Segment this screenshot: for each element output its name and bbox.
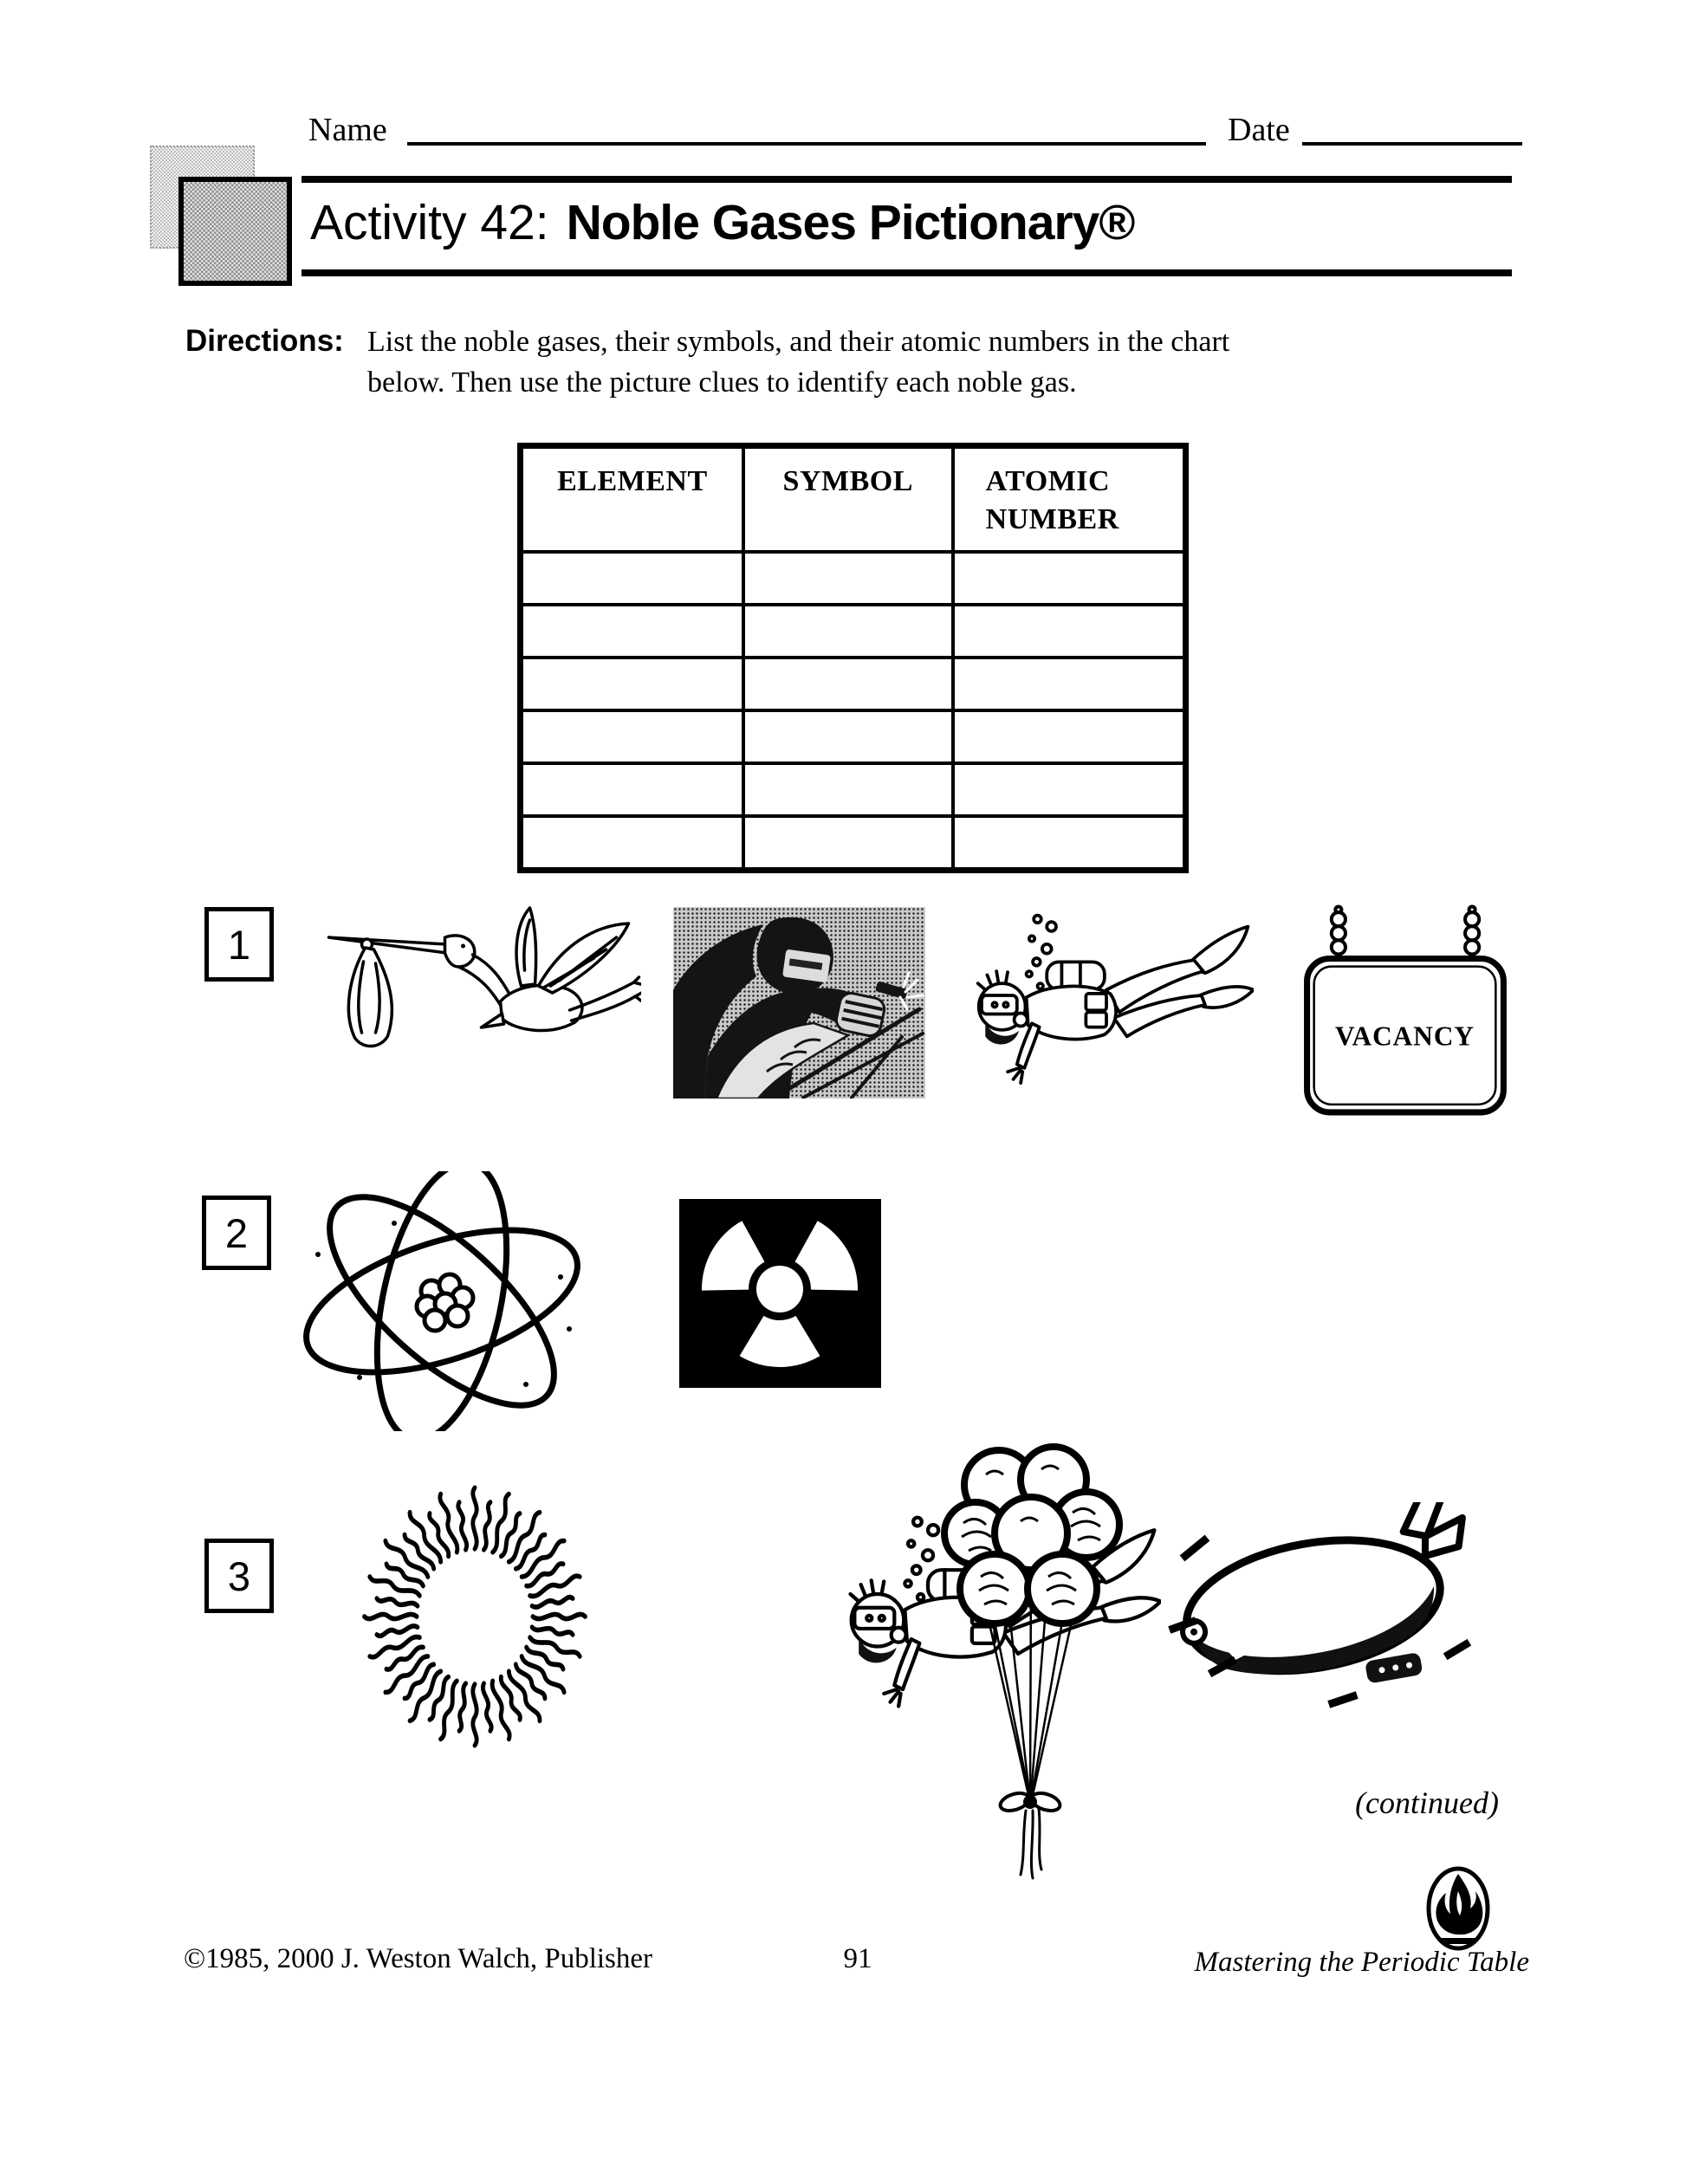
footer-book-title: Mastering the Periodic Table	[1194, 1947, 1529, 1978]
date-fill-line[interactable]	[1302, 113, 1522, 146]
welder-icon	[673, 907, 925, 1098]
name-label: Name	[308, 112, 387, 148]
directions-label: Directions:	[185, 324, 344, 358]
directions-text	[367, 321, 1494, 403]
element-chart	[517, 443, 1189, 873]
name-fill-line[interactable]	[407, 113, 1206, 146]
decorative-squares-icon	[150, 146, 289, 284]
chart-header-element: ELEMENT	[521, 446, 743, 553]
date-label: Date	[1228, 112, 1290, 148]
chart-empty-row	[521, 763, 1186, 816]
chart-cell[interactable]	[521, 605, 743, 658]
chart-cell[interactable]	[743, 658, 953, 710]
directions-line-2: below. Then use the picture clues to identify each noble gas.	[367, 366, 1077, 399]
chart-empty-row	[521, 816, 1186, 871]
chart-cell[interactable]	[743, 763, 953, 816]
chart-cell[interactable]	[953, 658, 1186, 710]
chart-empty-row	[521, 710, 1186, 763]
chart-cell[interactable]	[743, 605, 953, 658]
chart-cell[interactable]	[521, 710, 743, 763]
chart-cell[interactable]	[521, 552, 743, 605]
page-title	[310, 194, 1134, 251]
continued-note: (continued)	[1355, 1785, 1499, 1820]
clue-2-number-box	[202, 1196, 271, 1270]
sun-icon	[302, 1481, 648, 1752]
stork-with-baby-bundle-icon	[314, 901, 641, 1079]
footer-copyright: ©1985, 2000 J. Weston Walch, Publisher	[184, 1943, 653, 1974]
chart-empty-row	[521, 605, 1186, 658]
chart-cell[interactable]	[521, 816, 743, 871]
balloon-bunch-icon	[934, 1431, 1125, 1882]
clue-1-number: 1	[227, 921, 251, 968]
publisher-flame-logo-icon	[1423, 1863, 1493, 1954]
chart-empty-row	[521, 658, 1186, 710]
welder-drawing	[673, 907, 925, 1098]
activity-label: Activity 42:	[310, 195, 549, 250]
front-square	[178, 177, 292, 286]
activity-title: Noble Gases Pictionary®	[566, 195, 1135, 250]
chart-cell[interactable]	[521, 658, 743, 710]
chart-header-atomic-number: ATOMIC NUMBER	[953, 446, 1186, 553]
chart-header-symbol: SYMBOL	[743, 446, 953, 553]
chart-header-row	[521, 446, 1186, 553]
atom-diagram-icon	[264, 1171, 611, 1431]
title-rule-top	[302, 176, 1512, 183]
scuba-diver-icon	[946, 908, 1254, 1094]
chart-cell[interactable]	[743, 816, 953, 871]
title-rule-bottom	[302, 269, 1512, 276]
vacancy-sign-text: VACANCY	[1334, 1021, 1475, 1052]
chart-cell[interactable]	[953, 763, 1186, 816]
vacancy-sign-icon	[1298, 904, 1513, 1119]
clue-2-number: 2	[224, 1209, 249, 1256]
chart-cell[interactable]	[743, 710, 953, 763]
chart-cell[interactable]	[743, 552, 953, 605]
blimp-icon	[1163, 1502, 1479, 1727]
chart-cell[interactable]	[953, 710, 1186, 763]
chart-cell[interactable]	[521, 763, 743, 816]
clue-3-number-box	[204, 1539, 274, 1613]
chart-cell[interactable]	[953, 605, 1186, 658]
directions-line-1: List the noble gases, their symbols, and their atomic numbers in the chart	[367, 326, 1230, 358]
chart-cell[interactable]	[953, 816, 1186, 871]
chart-cell[interactable]	[953, 552, 1186, 605]
radiation-symbol-icon	[679, 1199, 881, 1388]
clue-3-number: 3	[227, 1552, 251, 1599]
clue-1-number-box	[204, 907, 274, 982]
chart-empty-row	[521, 552, 1186, 605]
footer-page-number: 91	[843, 1943, 872, 1974]
